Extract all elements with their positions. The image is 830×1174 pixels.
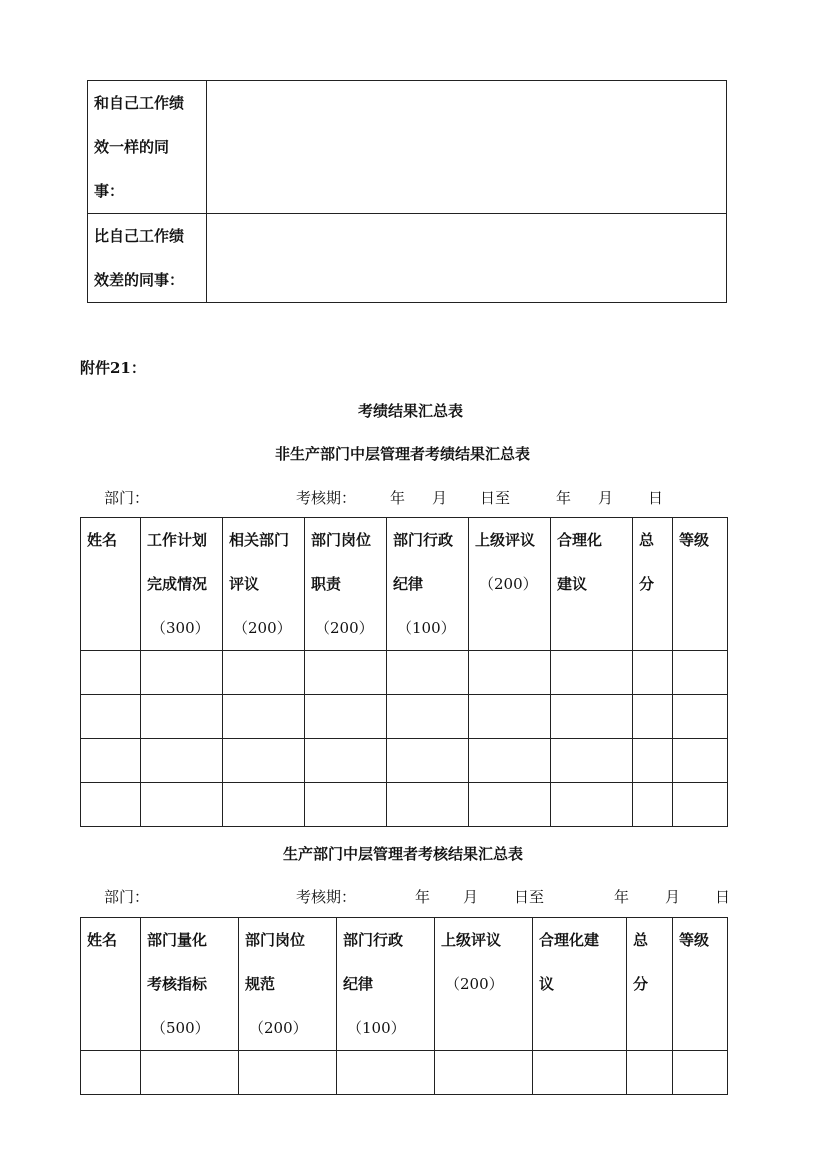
column-header [627, 918, 673, 1051]
header-text: （200） [479, 575, 538, 593]
header-text: 上级评议 [441, 931, 502, 949]
column-header [533, 918, 627, 1051]
month-label: 月 [665, 888, 681, 906]
table-cell[interactable] [141, 651, 223, 695]
column-header [387, 518, 469, 651]
table-cell[interactable] [81, 739, 141, 783]
table-cell[interactable] [533, 1051, 627, 1095]
table-cell[interactable] [223, 783, 305, 827]
table-cell[interactable] [551, 695, 633, 739]
header-text: 合理化 [557, 531, 603, 549]
header-text: （100） [347, 1019, 406, 1037]
dept-label: 部门： [104, 489, 150, 507]
table-cell[interactable] [223, 651, 305, 695]
header-text: 部门行政 [343, 931, 404, 949]
table-cell[interactable] [141, 739, 223, 783]
year-label: 年 [556, 489, 572, 507]
row-label: 比自己工作绩 效差的同事： [88, 214, 207, 303]
period-label: 考核期： [296, 888, 357, 906]
table-cell[interactable] [469, 739, 551, 783]
column-header [337, 918, 435, 1051]
header-text: 工作计划 [147, 531, 208, 549]
table1 [80, 517, 728, 827]
table-row [81, 695, 728, 739]
header-text: 分 [633, 975, 649, 993]
table-cell[interactable] [81, 1051, 141, 1095]
table-cell[interactable] [141, 783, 223, 827]
table-cell[interactable] [141, 695, 223, 739]
header-text: （100） [397, 619, 456, 637]
table-cell[interactable] [551, 783, 633, 827]
peer-comparison-table [87, 80, 727, 303]
table-row [81, 1051, 728, 1095]
column-header [223, 518, 305, 651]
column-header [141, 518, 223, 651]
column-header [673, 918, 728, 1051]
row-label: 和自己工作绩 效一样的同 事： [88, 81, 207, 214]
header-text: 分 [639, 575, 655, 593]
table-cell[interactable] [387, 695, 469, 739]
table-cell[interactable] [141, 1051, 239, 1095]
header-text: 规范 [245, 975, 276, 993]
row-value[interactable] [207, 81, 727, 214]
table-row [88, 214, 727, 303]
table-cell[interactable] [239, 1051, 337, 1095]
table-cell[interactable] [551, 739, 633, 783]
table-cell[interactable] [223, 695, 305, 739]
column-header [633, 518, 673, 651]
table-cell[interactable] [435, 1051, 533, 1095]
header-text: 相关部门 [229, 531, 290, 549]
column-header [435, 918, 533, 1051]
header-text: （200） [249, 1019, 308, 1037]
header-text: 姓名 [87, 931, 118, 949]
table-cell[interactable] [337, 1051, 435, 1095]
table-cell[interactable] [673, 783, 728, 827]
header-text: 总 [633, 931, 649, 949]
year-label: 年 [614, 888, 630, 906]
table-cell[interactable] [627, 1051, 673, 1095]
page-title: 考绩结果汇总表 [358, 402, 464, 420]
table-cell[interactable] [469, 783, 551, 827]
header-text: 部门行政 [393, 531, 454, 549]
header-text: 上级评议 [475, 531, 536, 549]
table-cell[interactable] [81, 695, 141, 739]
year-label: 年 [415, 888, 431, 906]
year-label: 年 [390, 489, 406, 507]
table-cell[interactable] [387, 783, 469, 827]
month-label: 月 [598, 489, 614, 507]
table2-title: 生产部门中层管理者考核结果汇总表 [283, 845, 524, 863]
table-cell[interactable] [633, 783, 673, 827]
header-text: 建议 [557, 575, 588, 593]
table-row [81, 783, 728, 827]
table-cell[interactable] [633, 739, 673, 783]
header-text: 考核指标 [147, 975, 208, 993]
header-row [81, 518, 728, 651]
header-text: 议 [539, 975, 555, 993]
table-cell[interactable] [223, 739, 305, 783]
header-text: 等级 [679, 531, 710, 549]
table2 [80, 917, 728, 1095]
column-header [239, 918, 337, 1051]
table-cell[interactable] [305, 651, 387, 695]
table-cell[interactable] [387, 651, 469, 695]
header-text: 合理化建 [539, 931, 600, 949]
header-text: （200） [315, 619, 374, 637]
table1-title: 非生产部门中层管理者考绩结果汇总表 [275, 445, 531, 463]
column-header [81, 918, 141, 1051]
column-header [305, 518, 387, 651]
period-label: 考核期： [296, 489, 357, 507]
table-row [88, 81, 727, 214]
table-cell[interactable] [81, 651, 141, 695]
attachment-label: 附件21： [80, 359, 146, 377]
table-cell[interactable] [633, 651, 673, 695]
column-header [673, 518, 728, 651]
day-to-label: 日至 [514, 888, 545, 906]
table-cell[interactable] [305, 739, 387, 783]
table-cell[interactable] [551, 651, 633, 695]
header-text: 职责 [311, 575, 342, 593]
header-text: 部门岗位 [245, 931, 306, 949]
header-text: 总 [639, 531, 655, 549]
header-text: 等级 [679, 931, 710, 949]
table-row [81, 651, 728, 695]
table-cell[interactable] [673, 739, 728, 783]
table-cell[interactable] [469, 695, 551, 739]
header-text: 评议 [229, 575, 260, 593]
header-text: （200） [233, 619, 292, 637]
row-value[interactable] [207, 214, 727, 303]
day-to-label: 日至 [480, 489, 511, 507]
table-cell[interactable] [305, 783, 387, 827]
dept-label: 部门： [104, 888, 150, 906]
table-cell[interactable] [469, 651, 551, 695]
header-text: 姓名 [87, 531, 118, 549]
column-header [81, 518, 141, 651]
table-row [81, 739, 728, 783]
column-header [469, 518, 551, 651]
table-cell[interactable] [633, 695, 673, 739]
header-text: 部门量化 [147, 931, 208, 949]
header-text: 部门岗位 [311, 531, 372, 549]
table-cell[interactable] [673, 1051, 728, 1095]
column-header [141, 918, 239, 1051]
day-label: 日 [648, 489, 664, 507]
header-row [81, 918, 728, 1051]
month-label: 月 [432, 489, 448, 507]
header-text: 纪律 [343, 975, 374, 993]
table-cell[interactable] [673, 695, 728, 739]
header-text: （500） [151, 1019, 210, 1037]
table-cell[interactable] [81, 783, 141, 827]
header-text: （300） [151, 619, 210, 637]
header-text: 完成情况 [147, 575, 208, 593]
header-text: 纪律 [393, 575, 424, 593]
day-label: 日 [715, 888, 731, 906]
month-label: 月 [463, 888, 479, 906]
table-cell[interactable] [305, 695, 387, 739]
table-cell[interactable] [673, 651, 728, 695]
header-text: （200） [445, 975, 504, 993]
column-header [551, 518, 633, 651]
table-cell[interactable] [387, 739, 469, 783]
